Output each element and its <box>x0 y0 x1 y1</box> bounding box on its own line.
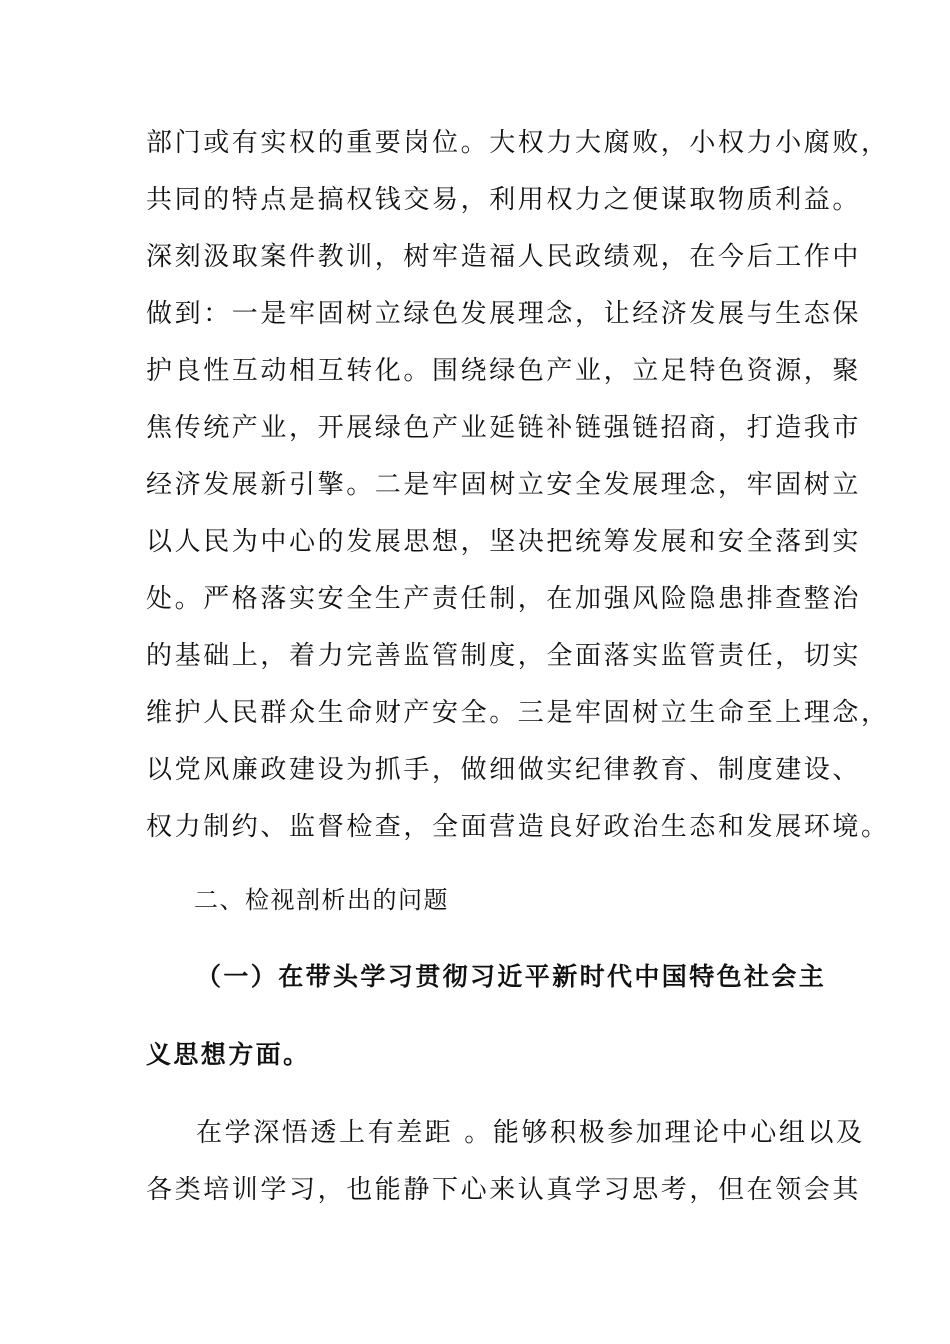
paragraph-line: 共同的特点是搞权钱交易，利用权力之便谋取物质利益。 <box>146 185 862 215</box>
paragraph-line: 在学深悟透上有差距 。能够积极参加理论中心组以及 <box>196 1118 865 1148</box>
paragraph-line: 以人民为中心的发展思想，坚决把统筹发展和安全落到实 <box>146 527 862 557</box>
subheading-line: 义思想方面。 <box>146 1040 311 1069</box>
paragraph-line: 焦传统产业，开展绿色产业延链补链强链招商，打造我市 <box>146 413 862 443</box>
paragraph-line: 做到：一是牢固树立绿色发展理念，让经济发展与生态保 <box>146 299 862 329</box>
paragraph-line: 的基础上，着力完善监管制度，全面落实监管责任，切实 <box>146 641 862 671</box>
section-heading: 二、检视剖析出的问题 <box>194 886 449 914</box>
paragraph-line: 护良性互动相互转化。围绕绿色产业，立足特色资源，聚 <box>146 356 862 386</box>
paragraph-line: 部门或有实权的重要岗位。大权力大腐败，小权力小腐败， <box>146 128 890 158</box>
paragraph-line: 各类培训学习，也能静下心来认真学习思考，但在领会其 <box>146 1175 862 1205</box>
paragraph-line: 经济发展新引擎。二是牢固树立安全发展理念，牢固树立 <box>146 470 862 500</box>
paragraph-line: 深刻汲取案件教训，树牢造福人民政绩观，在今后工作中 <box>146 242 862 272</box>
paragraph-line: 处。严格落实安全生产责任制，在加强风险隐患排查整治 <box>146 584 862 614</box>
paragraph-line: 权力制约、监督检查，全面营造良好政治生态和发展环境。 <box>146 812 890 842</box>
subheading-line: （一）在带头学习贯彻习近平新时代中国特色社会主 <box>196 962 827 991</box>
paragraph-line: 以党风廉政建设为抓手，做细做实纪律教育、制度建设、 <box>146 755 862 785</box>
paragraph-line: 维护人民群众生命财产安全。三是牢固树立生命至上理念， <box>146 698 890 728</box>
